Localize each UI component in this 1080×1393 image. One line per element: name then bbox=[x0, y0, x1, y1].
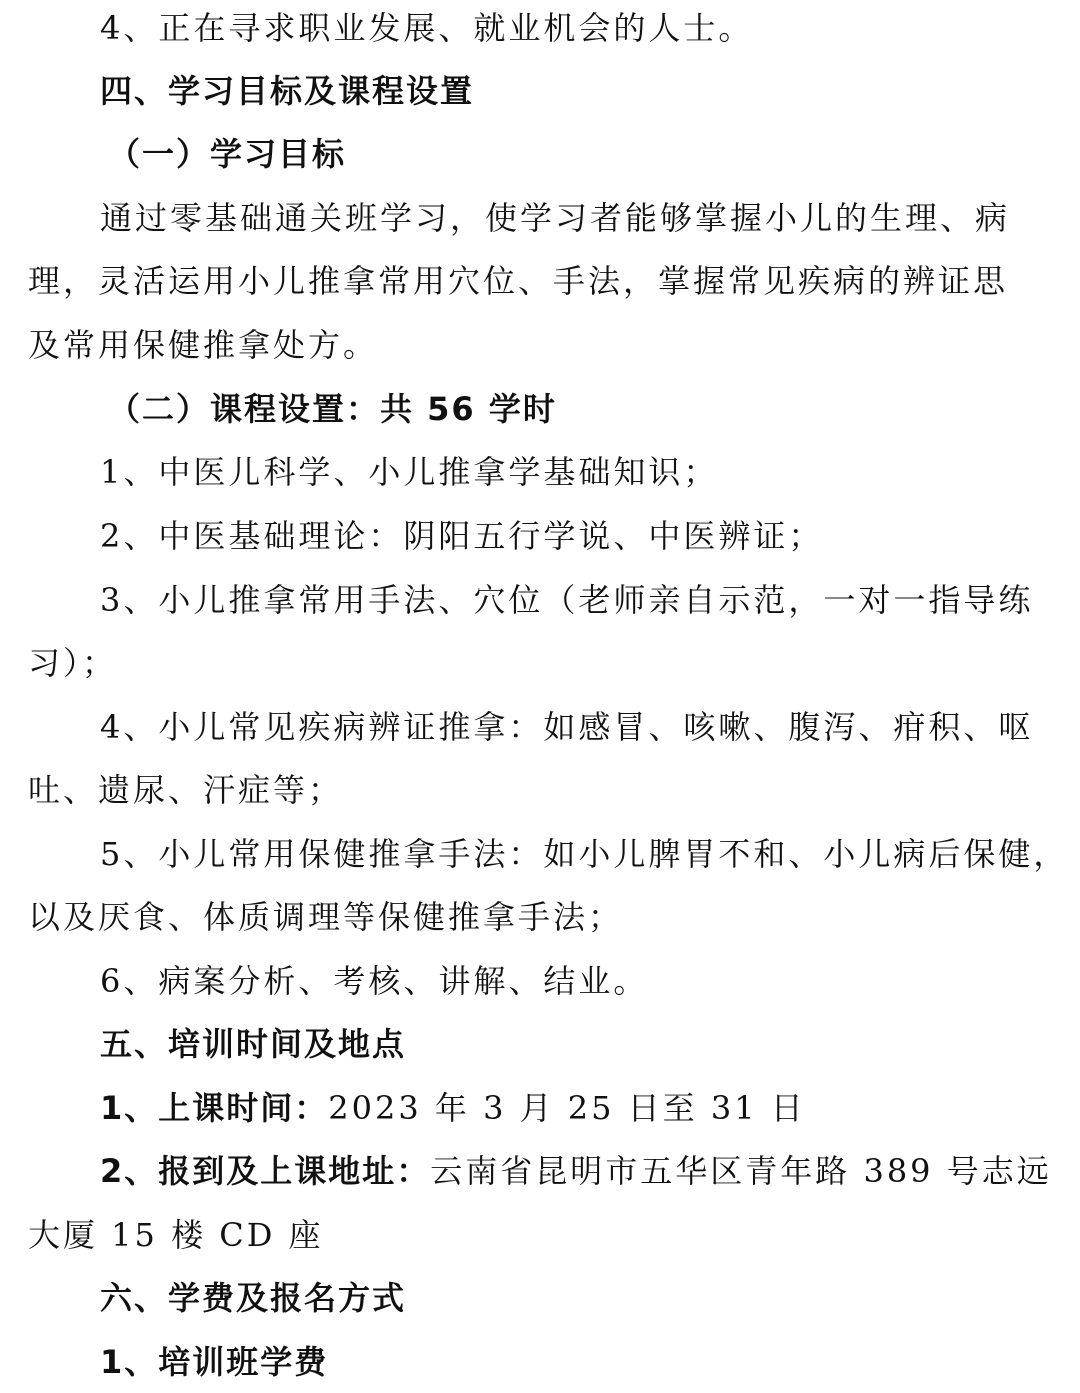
course-item-3-line-1: 3、小儿推拿常用手法、穴位（老师亲自示范，一对一指导练 bbox=[100, 581, 1034, 619]
class-time-line bbox=[100, 1088, 806, 1128]
paragraph-goals-line-3: 及常用保健推拿处方。 bbox=[28, 326, 379, 364]
address-line-1 bbox=[100, 1151, 1052, 1191]
course-item-4-line-2: 吐、遗尿、汗症等； bbox=[28, 771, 344, 809]
class-time-label: 1、上课时间： bbox=[100, 1089, 329, 1127]
paragraph-goals-line-1: 通过零基础通关班学习，使学习者能够掌握小儿的生理、病 bbox=[100, 199, 1011, 237]
section-heading-4: 四、学习目标及课程设置 bbox=[100, 72, 475, 110]
course-item-6: 6、病案分析、考核、讲解、结业。 bbox=[100, 962, 649, 1000]
address-value: 云南省昆明市五华区青年路 389 号志远 bbox=[430, 1152, 1052, 1190]
fee-heading: 1、培训班学费 bbox=[100, 1343, 329, 1381]
address-label: 2、报到及上课地址： bbox=[100, 1152, 431, 1190]
text-line-target-audience-4: 4、正在寻求职业发展、就业机会的人士。 bbox=[100, 9, 754, 47]
subsection-heading-courses: （二）课程设置：共 56 学时 bbox=[108, 390, 557, 428]
class-time-value: 2023 年 3 月 25 日至 31 日 bbox=[328, 1089, 806, 1127]
paragraph-goals-line-2: 理，灵活运用小儿推拿常用穴位、手法，掌握常见疾病的辨证思 bbox=[28, 262, 1009, 300]
subsection-heading-goals: （一）学习目标 bbox=[108, 135, 347, 173]
course-item-1: 1、中医儿科学、小儿推拿学基础知识； bbox=[100, 453, 719, 491]
course-item-5-line-1: 5、小儿常用保健推拿手法：如小儿脾胃不和、小儿病后保健， bbox=[100, 835, 1069, 873]
course-item-2: 2、中医基础理论：阴阳五行学说、中医辨证； bbox=[100, 517, 824, 555]
course-item-4-line-1: 4、小儿常见疾病辨证推拿：如感冒、咳嗽、腹泻、疳积、呕 bbox=[100, 708, 1034, 746]
address-line-2: 大厦 15 楼 CD 座 bbox=[28, 1216, 324, 1254]
course-item-3-line-2: 习）； bbox=[28, 644, 118, 682]
course-item-5-line-2: 以及厌食、体质调理等保健推拿手法； bbox=[28, 898, 624, 936]
section-heading-6: 六、学费及报名方式 bbox=[100, 1279, 407, 1317]
section-heading-5: 五、培训时间及地点 bbox=[100, 1025, 407, 1063]
